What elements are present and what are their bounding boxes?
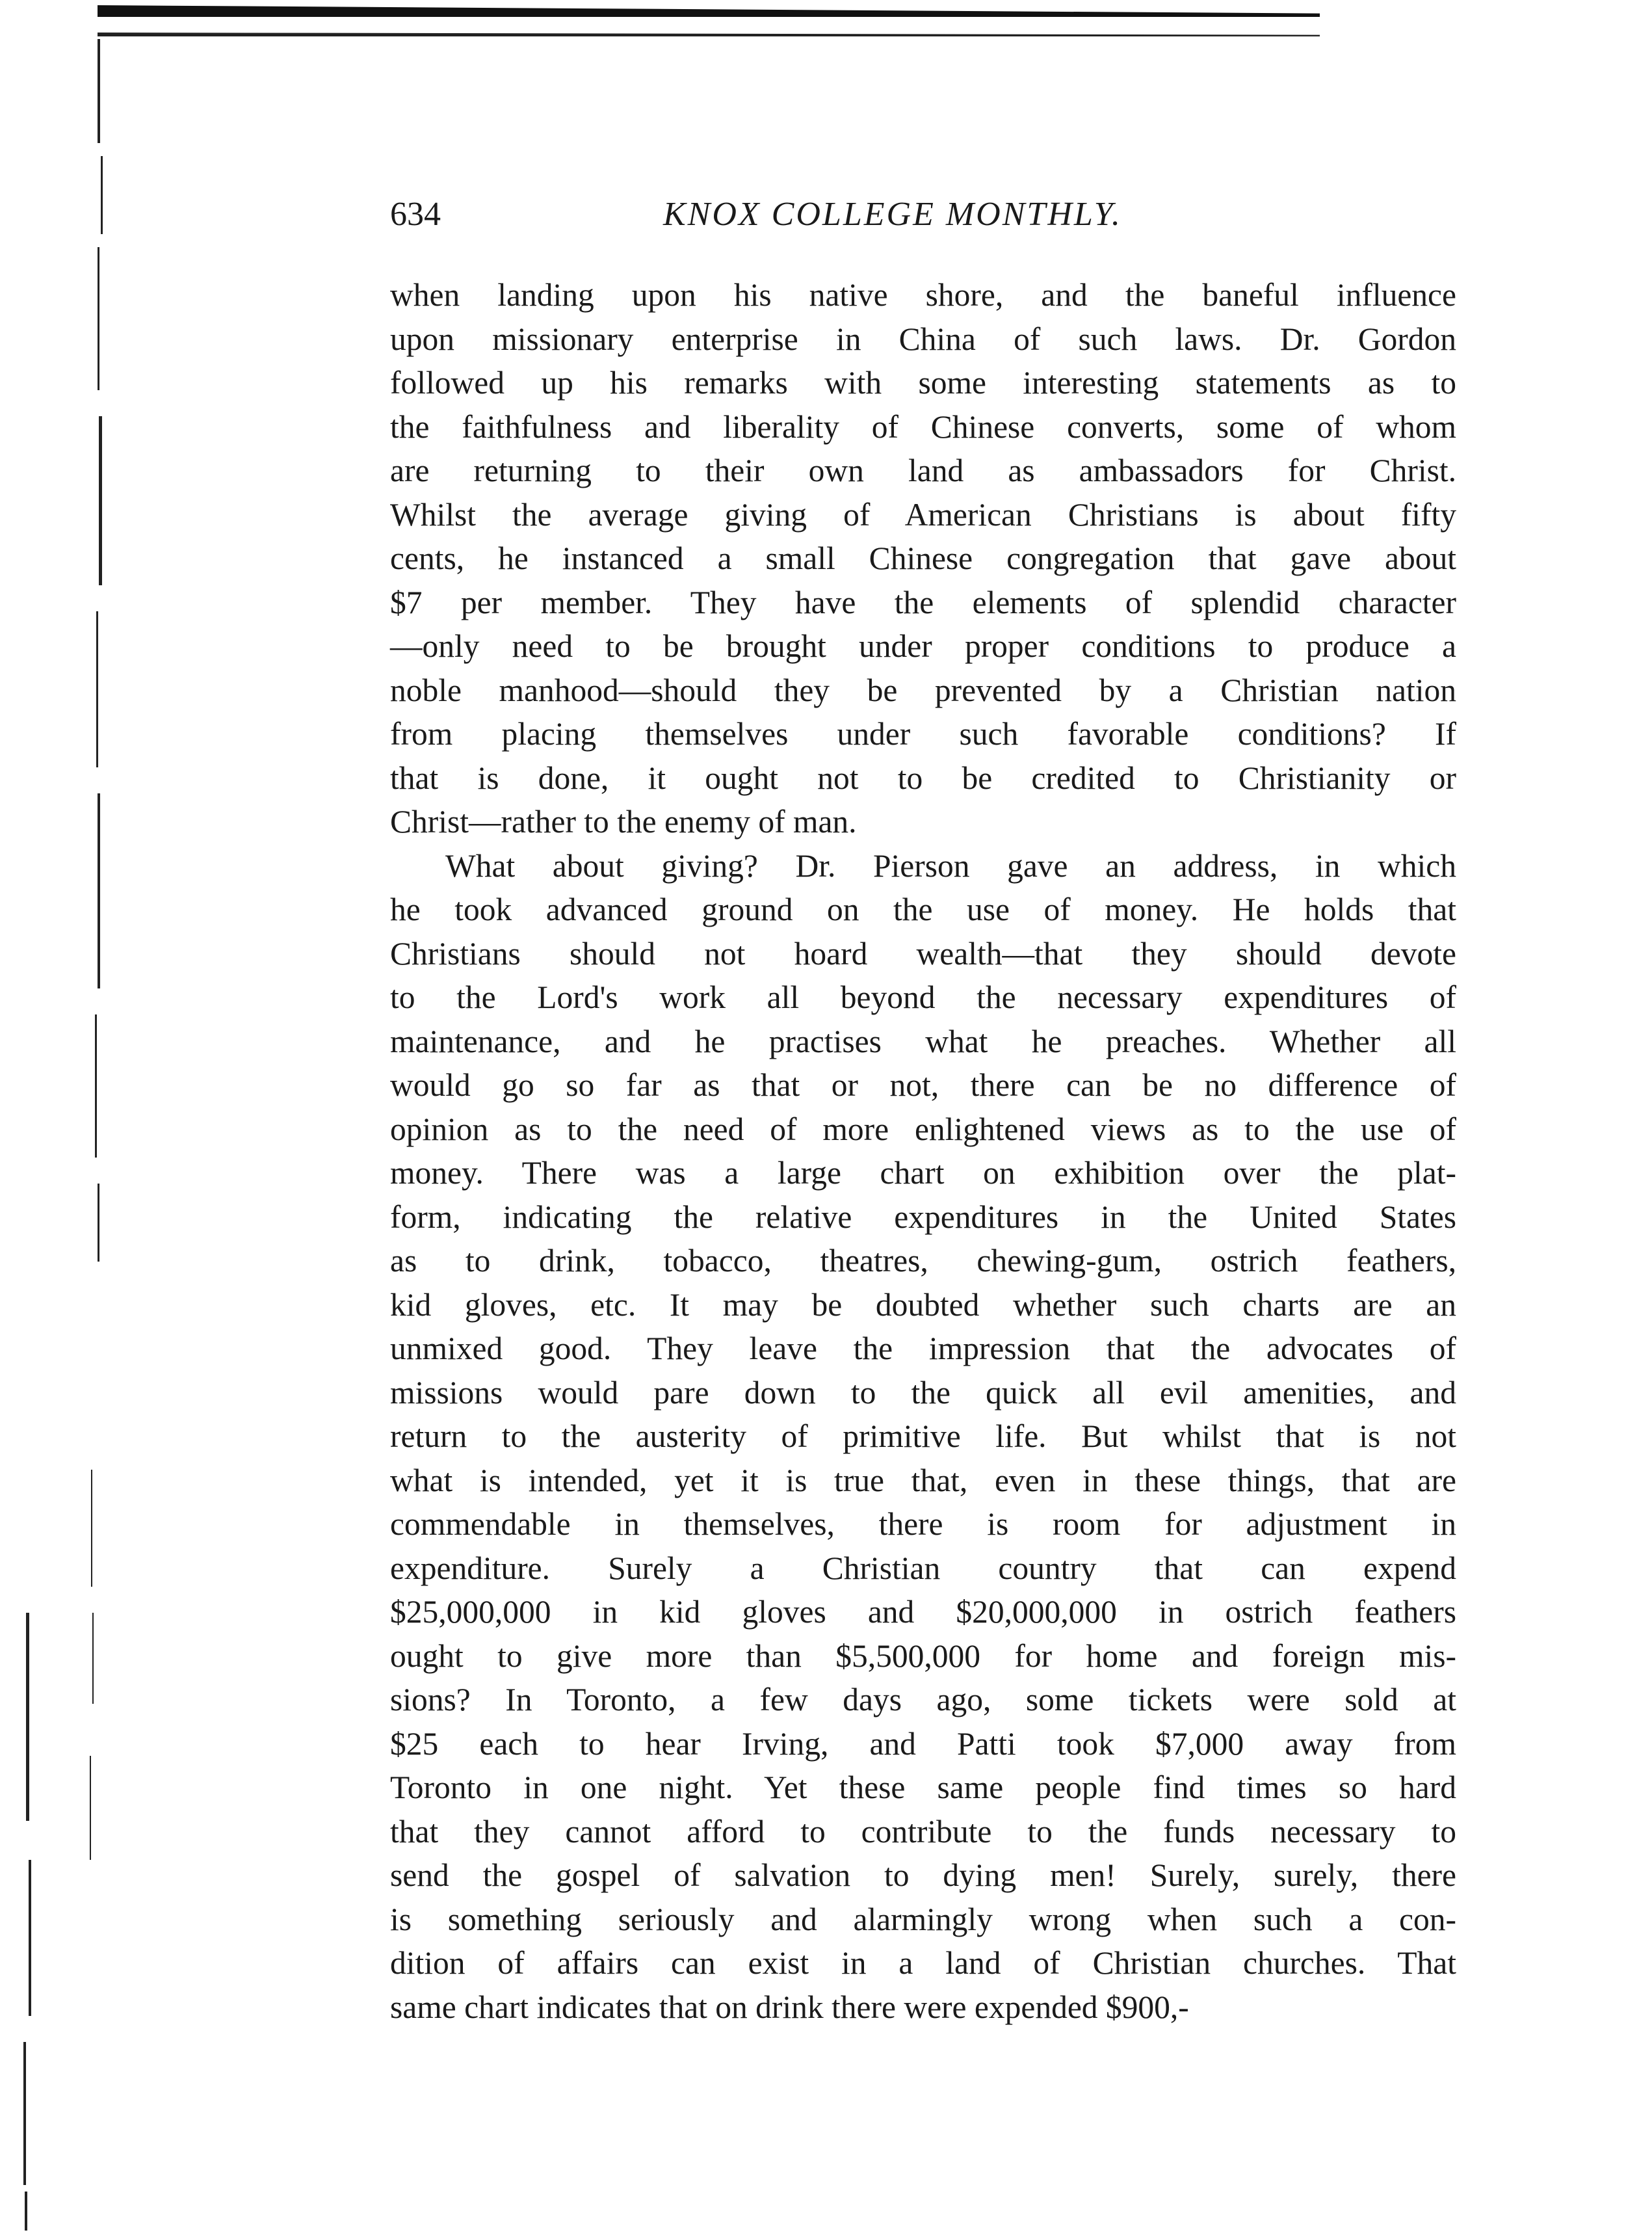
text-line: dition of affairs can exist in a land of Christian churches. That <box>390 1945 1456 1981</box>
text-line: form, indicating the relative expenditures in the United States <box>390 1199 1456 1235</box>
text-line: $7 per member. They have the elements of splendid character <box>390 584 1456 620</box>
top-border-rule-thin <box>98 33 1320 36</box>
text-line: that they cannot afford to contribute to the funds necessary to <box>390 1813 1456 1849</box>
text-line: sions? In Toronto, a few days ago, some tickets were sold at <box>390 1682 1456 1717</box>
text-line: What about giving? Dr. Pierson gave an address, in which <box>445 847 1456 884</box>
text-line: ought to give more than $5,500,000 for home and foreign mis- <box>390 1637 1456 1674</box>
running-title: KNOX COLLEGE MONTHLY. <box>663 196 1122 233</box>
text-line: when landing upon his native shore, and the baneful influence <box>390 277 1456 313</box>
text-line: —only need to be brought under proper conditions to produce a <box>390 628 1456 664</box>
text-line: from placing themselves under such favorable conditions? If <box>390 716 1456 752</box>
text-line: return to the austerity of primitive life. But whilst that is not <box>390 1418 1456 1454</box>
text-line: maintenance, and he practises what he preaches. Whether all <box>390 1023 1456 1059</box>
paragraph <box>390 273 1456 844</box>
text-line: opinion as to the need of more enlightened views as to the use of <box>390 1111 1456 1147</box>
text-line: $25 each to hear Irving, and Patti took $7,000 away from <box>390 1725 1456 1762</box>
text-line: kid gloves, etc. It may be doubted whether such charts are an <box>390 1286 1456 1323</box>
page-number: 634 <box>390 196 441 233</box>
text-line: $25,000,000 in kid gloves and $20,000,000 in ostrich feathers <box>390 1594 1456 1630</box>
text-line: expenditure. Surely a Christian country that can expend <box>390 1550 1456 1586</box>
text-line: Christians should not hoard wealth—that they should devote <box>390 935 1456 972</box>
text-line: would go so far as that or not, there can be no difference of <box>390 1067 1456 1103</box>
text-line: that is done, it ought not to be credited to Christianity or <box>390 760 1456 796</box>
binding-gutter-marks <box>0 39 143 2237</box>
text-line: upon missionary enterprise in China of such laws. Dr. Gordon <box>390 321 1456 357</box>
text-line: missions would pare down to the quick all evil amenities, and <box>390 1374 1456 1411</box>
text-line: as to drink, tobacco, theatres, chewing-gum, ostrich feathers, <box>390 1243 1456 1278</box>
paragraph <box>390 844 1456 2030</box>
text-line: money. There was a large chart on exhibition over the plat- <box>390 1155 1456 1191</box>
text-line: what is intended, yet it is true that, even in these things, that are <box>390 1462 1456 1498</box>
text-line: to the Lord's work all beyond the necessary expenditures of <box>390 979 1456 1015</box>
text-line: same chart indicates that on drink there were expended $900,- <box>390 1989 1189 2025</box>
page-header <box>390 195 1456 241</box>
text-line: unmixed good. They leave the impression that the advocates of <box>390 1331 1456 1366</box>
text-line: cents, he instanced a small Chinese congregation that gave about <box>390 540 1456 576</box>
text-line: followed up his remarks with some interesting statements as to <box>390 365 1456 401</box>
text-line: Toronto in one night. Yet these same people find times so hard <box>390 1769 1456 1805</box>
article-body <box>390 273 1456 2029</box>
text-line: send the gospel of salvation to dying men! Surely, surely, there <box>390 1857 1456 1893</box>
text-line: commendable in themselves, there is room for adjustment in <box>390 1506 1456 1542</box>
top-border-rule <box>98 5 1320 17</box>
text-line: noble manhood—should they be prevented by a Christian nation <box>390 672 1456 708</box>
text-line: Whilst the average giving of American Christians is about fifty <box>390 496 1456 533</box>
text-line: Christ—rather to the enemy of man. <box>390 804 857 840</box>
text-line: are returning to their own land as ambassadors for Christ. <box>390 453 1456 488</box>
text-line: he took advanced ground on the use of money. He holds that <box>390 892 1456 927</box>
text-line: is something seriously and alarmingly wrong when such a con- <box>390 1901 1456 1937</box>
text-line: the faithfulness and liberality of Chinese converts, some of whom <box>390 408 1456 445</box>
